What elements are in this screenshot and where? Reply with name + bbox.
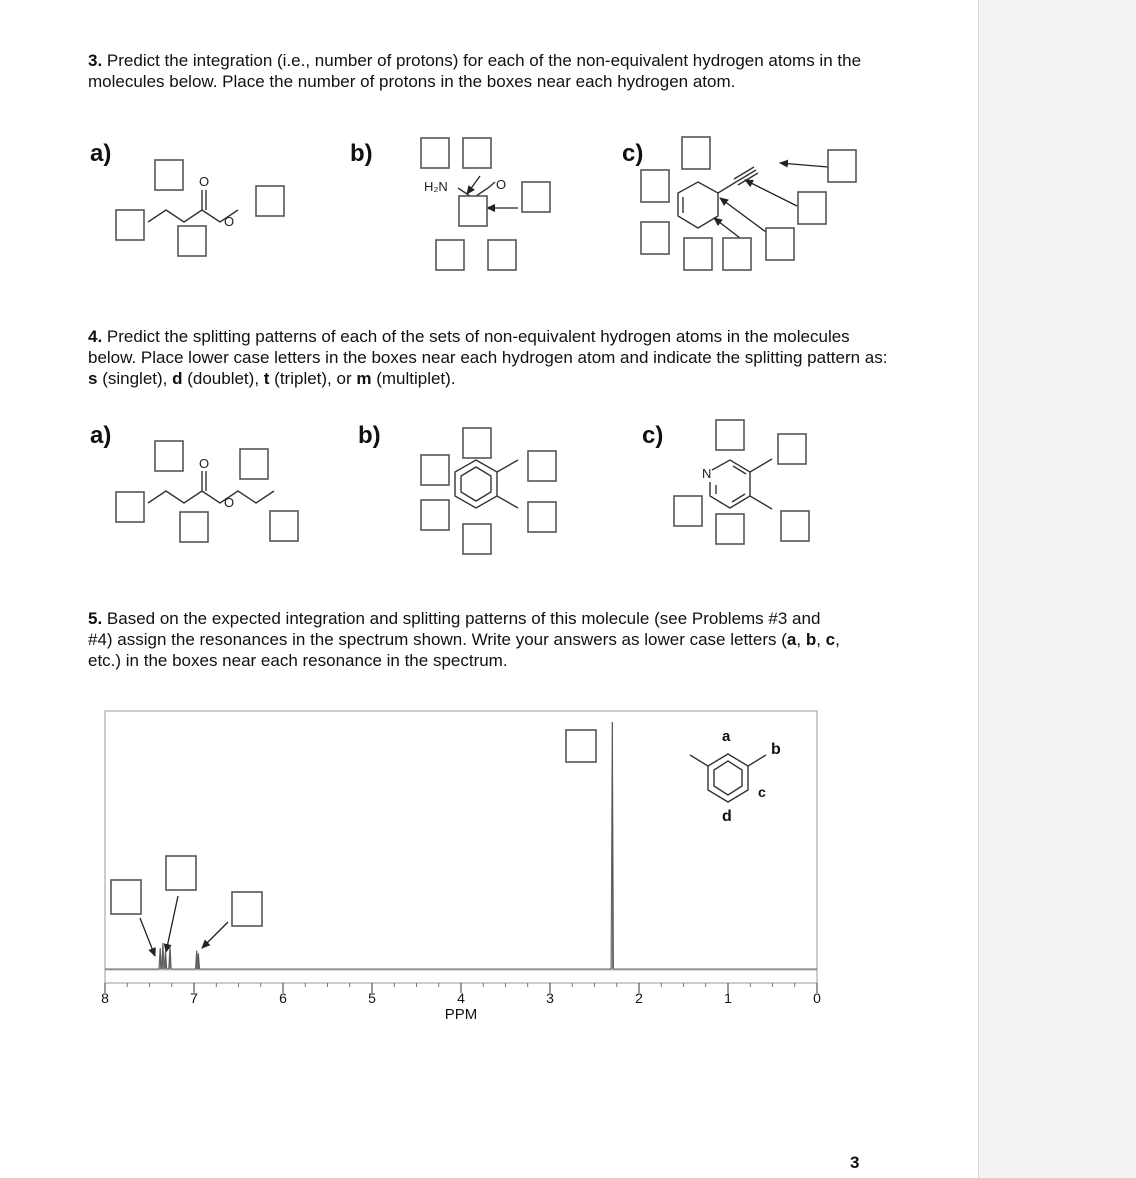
spectrum-frame <box>105 711 817 983</box>
x-tick-label: 6 <box>279 990 287 1006</box>
q3c-answer-box-8[interactable] <box>828 150 856 182</box>
q4c-answer-box-3[interactable] <box>674 496 702 526</box>
spectrum-trace <box>105 722 817 969</box>
q3c-answer-box-7[interactable] <box>798 192 826 224</box>
q3c-answer-box-1[interactable] <box>682 137 710 169</box>
q3a-answer-box-2[interactable] <box>116 210 144 240</box>
x-tick-label: 1 <box>724 990 732 1006</box>
q3b-aldehyde-o: O <box>496 177 507 192</box>
q3b-answer-box-4[interactable] <box>522 182 550 212</box>
q4-label-a: a) <box>90 422 112 449</box>
q3b-answer-box-1[interactable] <box>421 138 449 168</box>
x-tick-label: 3 <box>546 990 554 1006</box>
q5-text: 5. Based on the expected integration and splitting patterns of this molecule (see Problems #3 and #4) assign the resonances in the spectrum shown. Write your answers as lower case letters (a, b, c, etc.) in the boxes near each resonance in the spectrum. <box>88 609 840 670</box>
page-number: 3 <box>850 1153 860 1172</box>
nmr-spectrum <box>101 711 821 1023</box>
q3c-answer-box-3[interactable] <box>641 222 669 254</box>
q3c-answer-box-6[interactable] <box>766 228 794 260</box>
inset-label-d: d <box>722 808 732 825</box>
q4c-answer-box-1[interactable] <box>716 420 744 450</box>
spectrum-answer-box-1[interactable] <box>111 880 141 914</box>
x-tick-label: 0 <box>813 990 821 1006</box>
q4b-answer-box-2[interactable] <box>421 455 449 485</box>
q4c-answer-box-4[interactable] <box>716 514 744 544</box>
q3b-amine: H₂N <box>424 179 448 194</box>
spectrum-inset-molecule <box>690 728 781 825</box>
spectrum-arrow-3 <box>202 922 228 948</box>
q3c-answer-box-2[interactable] <box>641 170 669 202</box>
q4a-ester-o: O <box>224 495 235 510</box>
x-tick-label: 4 <box>457 990 465 1006</box>
q3-label-b: b) <box>350 140 373 167</box>
q3b-answer-box-2[interactable] <box>463 138 491 168</box>
q4a-answer-box-3[interactable] <box>180 512 208 542</box>
q3a-answer-box-3[interactable] <box>178 226 206 256</box>
q3b-answer-box-3[interactable] <box>459 196 487 226</box>
q3b-answer-box-6[interactable] <box>488 240 516 270</box>
q4b-answer-box-3[interactable] <box>421 500 449 530</box>
x-tick-label: 2 <box>635 990 643 1006</box>
spectrum-arrow-1 <box>140 918 155 956</box>
inset-label-b: b <box>771 741 781 758</box>
x-tick-label: 7 <box>190 990 198 1006</box>
q3b-answer-box-5[interactable] <box>436 240 464 270</box>
q4a-answer-box-1[interactable] <box>155 441 183 471</box>
q4a-answer-box-4[interactable] <box>240 449 268 479</box>
q4a-answer-box-2[interactable] <box>116 492 144 522</box>
inset-label-c: c <box>758 784 766 800</box>
q4a-answer-box-5[interactable] <box>270 511 298 541</box>
spectrum-answer-box-methyl[interactable] <box>566 730 596 762</box>
q4b-answer-box-6[interactable] <box>528 502 556 532</box>
q4b-answer-box-5[interactable] <box>528 451 556 481</box>
q4-label-c: c) <box>642 422 664 449</box>
spectrum-tick-labels <box>101 990 821 1006</box>
q3a-ester-o: O <box>224 214 235 229</box>
q3c-answer-box-5[interactable] <box>723 238 751 270</box>
q4c-molecule <box>702 459 772 509</box>
spectrum-arrow-2 <box>166 896 178 952</box>
q3-label-c: c) <box>622 140 644 167</box>
inset-label-a: a <box>722 728 731 745</box>
spectrum-answer-box-2[interactable] <box>166 856 196 890</box>
q3-label-a: a) <box>90 140 112 167</box>
q4c-pyridine-n: N <box>702 466 712 481</box>
q4-text: 4. Predict the splitting patterns of each of the sets of non-equivalent hydrogen atoms in the molecules below. Place lower case letters in the boxes near each hydrogen atom and indicate the splitting pattern as: s (singlet), d (doublet), t (triplet), or m (multiplet). <box>88 327 888 388</box>
x-axis-label: PPM <box>444 1006 478 1023</box>
q3c-answer-box-4[interactable] <box>684 238 712 270</box>
q4c-answer-box-2[interactable] <box>778 434 806 464</box>
q4b-answer-box-1[interactable] <box>463 428 491 458</box>
x-tick-label: 5 <box>368 990 376 1006</box>
q3-text: 3. Predict the integration (i.e., number of protons) for each of the non-equivalent hydrogen atoms in the molecules below. Place the number of protons in the boxes near each hydrogen atom. <box>88 51 862 91</box>
q3a-answer-box-4[interactable] <box>256 186 284 216</box>
x-tick-label: 8 <box>101 990 109 1006</box>
q4-label-b: b) <box>358 422 381 449</box>
q4b-answer-box-4[interactable] <box>463 524 491 554</box>
spectrum-answer-box-3[interactable] <box>232 892 262 926</box>
q4b-molecule <box>455 460 518 508</box>
q3a-answer-box-1[interactable] <box>155 160 183 190</box>
q4c-answer-box-5[interactable] <box>781 511 809 541</box>
q4a-carbonyl-o: O <box>199 456 210 471</box>
q3a-carbonyl-o: O <box>199 174 210 189</box>
